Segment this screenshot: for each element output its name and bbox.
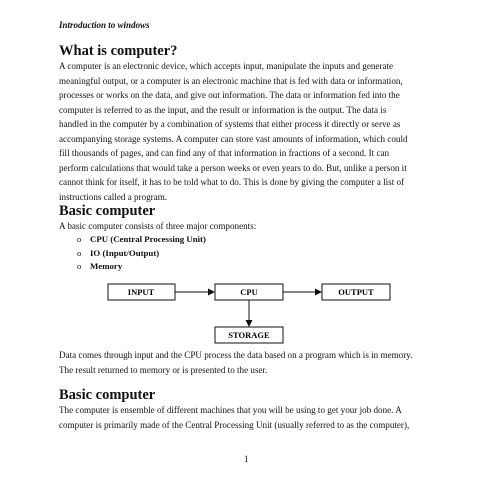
paragraph-line: A computer is an electronic device, which accepts input, manipulate the inputs and generate (59, 61, 394, 71)
page-number: 1 (244, 454, 249, 464)
paragraph-basic-computer-ensemble (59, 403, 439, 432)
bullet-icon: o (77, 234, 82, 244)
paragraph-line: meaningful output, or a computer is an electronic machine that is fed with data or information, (59, 75, 403, 86)
list-item-label: CPU (Central Processing Unit) (90, 234, 206, 244)
paragraph-line: accompanying storage systems. A computer can store vast amounts of information, which could (59, 133, 408, 144)
paragraph-line: instructions called a program. (59, 191, 168, 202)
cpu-label: CPU (240, 287, 258, 297)
storage-label: STORAGE (228, 330, 270, 340)
paragraph-line: fill thousands of pages, and can find any of that information in fractions of a second. It can (59, 148, 390, 158)
paragraph-line: cannot think for itself, it has to be told what to do. This is done by giving the computer a list of (59, 177, 405, 187)
paragraph-line: The result returned to memory or is presented to the user. (59, 364, 268, 375)
bullet-icon: o (77, 247, 82, 258)
paragraph-line: The computer is ensemble of different machines that you will be using to get your job done. A (59, 405, 402, 415)
bullet-icon: o (77, 261, 82, 271)
list-item-label: Memory (90, 261, 123, 271)
section-heading-basic-computer-2: Basic computer (59, 387, 156, 403)
paragraph-line: processes or works on the data, and give out information. The data or information fed into the (59, 90, 400, 100)
section-heading-basic-computer: Basic computer (59, 203, 156, 219)
section-heading-what-is-computer: What is computer? (59, 43, 178, 59)
paragraph-line: computer is referred to as the input, and the result or information is the output. The data is (59, 104, 387, 115)
paragraph-line: Data comes through input and the CPU process the data based on a program which is in memory. (59, 350, 413, 360)
paragraph-line: A basic computer consists of three major components: (59, 221, 257, 231)
output-label: OUTPUT (338, 287, 374, 297)
paragraph-line: perform calculations that would take a person weeks or even years to do. But, unlike a person it (59, 162, 407, 173)
paragraph-data-flow (59, 348, 439, 377)
paragraph-line: computer is primarily made of the Central Processing Unit (usually referred to as the computer), (59, 419, 410, 430)
input-label: INPUT (127, 287, 155, 297)
paragraph-line: handled in the computer by a combination of systems that either process it directly or serve as (59, 119, 401, 129)
list-item-label: IO (Input/Output) (90, 247, 160, 258)
running-header: Introduction to windows (59, 20, 150, 30)
